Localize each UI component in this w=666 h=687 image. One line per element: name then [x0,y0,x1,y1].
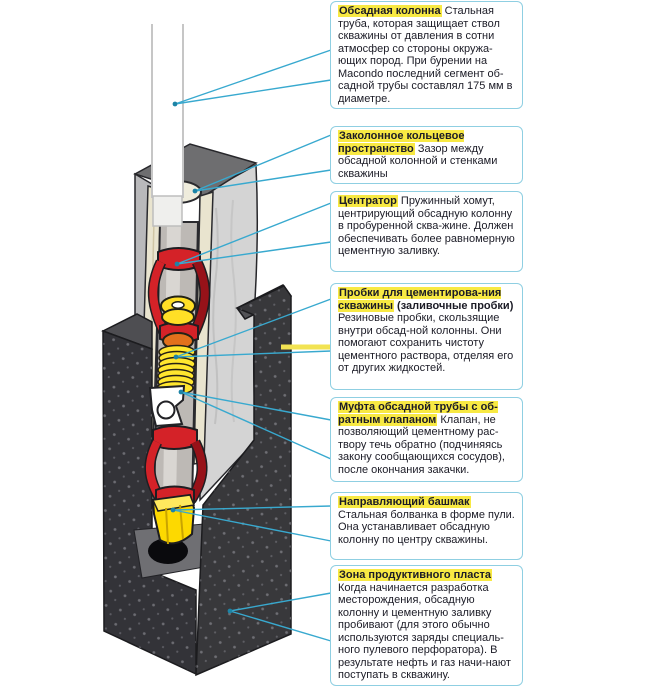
casing-pipe [152,24,183,226]
annotation-body: Стальная труба, которая защищает ствол скважины от давления в сотни атмосфер со стороны окружа-ющих пород. При бурении на Macondo последний сегмент об-садной трубы составлял 175 мм в диаметре. [338,5,513,105]
leader-casing [175,80,331,104]
plug-disc-hole [172,302,184,308]
annotation-title: Заколонное кольцевое пространство [338,130,465,155]
annotation-block-casing-string [330,1,523,109]
casing-pipe-body [152,24,183,198]
annotation-body: Клапан, не позволяющий цементному рас-твору течь обратно (подчиняясь закону сообщающихся сосудов), после окончания закачки. [338,413,505,476]
annotation-body: Стальная болванка в форме пули. Она устанавливает обсадную колонну по центру скважины. [338,508,515,546]
annotation-body: Зазор между обсадной колонной и стенками скважины [338,142,498,180]
annotation-block-cementing-plugs [330,283,523,390]
annotation-block-guide-shoe [330,492,523,560]
annotation-block-pay-zone [330,565,523,686]
annotation-block-float-collar [330,397,523,482]
valve-ball [158,402,175,419]
annotation-body: Когда начинается разработка месторождения, обсадную колонну и цементную заливку пробивают (для этого обычно используются заряды специаль-ного пулевого перфоратора). В результате нефть и газ начи-нают поступать в скважину. [338,581,511,681]
annotation-body: Пружинный хомут, центрирующий обсадную колонну в пробуренной сква-жине. Должен обеспечивать более равномерную цементную заливку. [338,195,515,257]
annotation-title-suffix: (заливочные пробки) [397,299,514,312]
annotation-title: Обсадная колонна [339,5,441,17]
leader-casing [175,50,331,104]
annotation-block-annular-space [330,126,523,184]
annotation-title: Центратор [339,195,397,207]
annotation-block-centralizer [330,191,523,272]
casing-pipe-collar [153,196,182,226]
guide-shoe [153,495,194,544]
annotation-title: Муфта обсадной трубы с об-ратным клапаном [338,401,498,426]
annotation-title: Пробки для цементирова-ния скважины [338,287,502,312]
annotation-body: Резиновые пробки, скользящие внутри обсад-ной колонны. Они помогают сохранить чистоту цементного раствора, отделяя его от других жидкостей. [338,312,514,374]
plug-ring [162,309,194,325]
annotation-title: Направляющий башмак [339,496,470,508]
annotation-title: Зона продуктивного пласта [339,569,491,581]
